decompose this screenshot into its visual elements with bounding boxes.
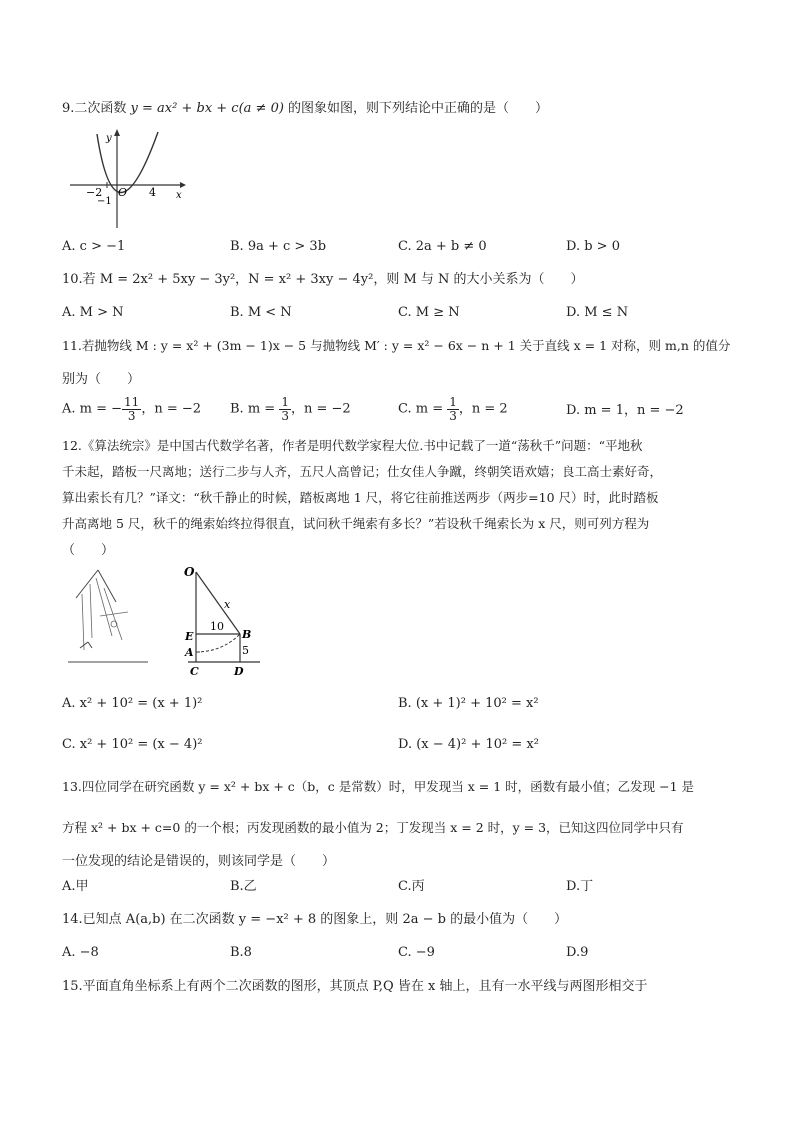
q14-option-d: D.9: [566, 945, 589, 960]
q11-option-c: [398, 396, 508, 422]
q12-label-e: E: [185, 630, 194, 643]
q11-line1: 11.若抛物线 M : y = x² + (3m − 1)x − 5 与抛物线 M′ : y = x² − 6x − n + 1 关于直线 x = 1 对称，则 m,n 的值分: [62, 338, 731, 353]
q12-label-o: O: [184, 565, 195, 579]
q12-geometry-figure: [170, 560, 280, 680]
q12-sketch-leg-2: [88, 642, 92, 648]
q12-line2: 千未起，踏板一尺离地；送行二步与人齐，五尺人高曾记；仕女佳人争蹴，终朝笑语欢嬉；良工高士素好奇，: [62, 464, 663, 479]
q11-option-b-post: ，n = −2: [290, 401, 351, 417]
q11-option-a: [62, 396, 201, 422]
q10-option-d: D. M ≤ N: [566, 305, 629, 320]
q11-option-b: [230, 396, 351, 422]
q12-sketch-frame-left: [76, 570, 98, 598]
q11-option-d: D. m = 1，n = −2: [566, 403, 684, 418]
q12-line1: 12.《算法统宗》是中国古代数学名著，作者是明代数学家程大位.书中记载了一道“荡秋千”问题：“平地秋: [62, 438, 643, 453]
q12-sketch-rope-1: [82, 594, 84, 650]
q10-option-b: B. M < N: [230, 305, 292, 320]
q9-origin-label: O: [118, 186, 128, 199]
q12-sketch-rope-3: [96, 578, 112, 636]
q11-option-c-post: ，n = 2: [458, 401, 508, 417]
q11-option-a-pre: A. m = −: [62, 401, 123, 417]
q12-line4: 升高离地 5 尺，秋千的绳索始终拉得很直，试问秋千绳索有多长？”若设秋千绳索长为 x 尺，则可列方程为: [62, 516, 650, 531]
q11-option-c-den: 3: [449, 408, 457, 423]
q13-option-d: D.丁: [566, 879, 594, 894]
q12-line3: 算出索长有几？”译文：“秋千静止的时候，踏板离地 1 尺，将它往前推送两步（两步=10 尺）时，此时踏板: [62, 490, 659, 505]
q14-stem: 14.已知点 A(a,b) 在二次函数 y = −x² + 8 的图象上，则 2a − b 的最小值为（ ）: [62, 912, 568, 927]
q14-option-b: B.8: [230, 945, 252, 960]
q9-stem-before: 9.二次函数: [62, 101, 131, 116]
q9-option-d: D. b > 0: [566, 239, 620, 254]
q9-neg1-label: −1: [97, 196, 112, 207]
q13-option-c: C.丙: [398, 879, 425, 894]
q12-sketch-rope-2: [90, 584, 92, 638]
q11-line2: 别为（ ）: [62, 372, 141, 387]
q12-label-five: 5: [242, 644, 249, 657]
q11-option-c-num: 1: [449, 395, 457, 409]
q13-line3: 一位发现的结论是错误的，则该同学是（ ）: [62, 854, 336, 869]
q11-option-a-post: ，n = −2: [141, 401, 202, 417]
q9-option-a: A. c > −1: [62, 239, 126, 254]
q12-label-c: C: [190, 665, 199, 678]
q12-label-a: A: [185, 646, 194, 659]
q11-option-b-den: 3: [281, 408, 289, 423]
q9-formula: y = ax² + bx + c(a ≠ 0): [130, 101, 284, 116]
q12-label-d: D: [234, 665, 244, 678]
q11-option-a-num: 11: [124, 395, 140, 409]
q12-swing-sketch: [62, 566, 152, 666]
q11-option-c-fraction: [447, 396, 459, 422]
q11-option-b-fraction: [279, 396, 291, 422]
q9-option-b: B. 9a + c > 3b: [230, 239, 327, 254]
q9-y-label: y: [106, 133, 112, 144]
q12-sketch-seat: [100, 612, 128, 616]
q9-option-c: C. 2a + b ≠ 0: [398, 239, 487, 254]
q11-option-a-den: 3: [127, 408, 136, 423]
q15-stem: 15.平面直角坐标系上有两个二次函数的图形，其顶点 P,Q 皆在 x 轴上，且有一水平线与两图形相交于: [62, 979, 648, 994]
q11-option-b-num: 1: [281, 395, 289, 409]
q12-option-d: D. (x − 4)² + 10² = x²: [398, 737, 539, 752]
q9-x-label: x: [176, 190, 182, 201]
q14-option-c: C. −9: [398, 945, 435, 960]
q9-neg2-label: −2: [86, 186, 103, 199]
q13-line2: 方程 x² + bx + c=0 的一个根；丙发现函数的最小值为 2；丁发现当 x = 2 时，y = 3，已知这四位同学中只有: [62, 820, 684, 835]
q9-four-label: 4: [149, 186, 156, 199]
q14-option-a: A. −8: [62, 945, 99, 960]
q12-option-b: B. (x + 1)² + 10² = x²: [398, 696, 539, 711]
q12-label-x: x: [224, 598, 231, 611]
q12-swing-arc: [196, 634, 240, 652]
q9-stem-after: 的图象如图，则下列结论中正确的是（ ）: [283, 101, 549, 116]
q12-line5: （ ）: [62, 543, 115, 558]
q10-option-c: C. M ≥ N: [398, 305, 460, 320]
q12-label-b: B: [242, 628, 252, 641]
q13-option-b: B.乙: [230, 879, 257, 894]
q11-option-c-pre: C. m =: [398, 401, 448, 417]
q10-stem: 10.若 M = 2x² + 5xy − 3y²，N = x² + 3xy − 4y²，则 M 与 N 的大小关系为（ ）: [62, 272, 584, 287]
q9-parabola-graph: [64, 124, 188, 230]
q13-line1: 13.四位同学在研究函数 y = x² + bx + c（b，c 是常数）时，甲发现当 x = 1 时，函数有最小值；乙发现 −1 是: [62, 779, 695, 794]
q10-option-a: A. M > N: [62, 305, 124, 320]
q12-label-ten: 10: [210, 620, 224, 633]
q11-option-b-pre: B. m =: [230, 401, 280, 417]
q9-stem: [62, 102, 548, 115]
q12-option-c: C. x² + 10² = (x − 4)²: [62, 737, 203, 752]
q11-option-a-fraction: [122, 396, 141, 422]
q12-option-a: A. x² + 10² = (x + 1)²: [62, 696, 203, 711]
q13-option-a: A.甲: [62, 879, 89, 894]
